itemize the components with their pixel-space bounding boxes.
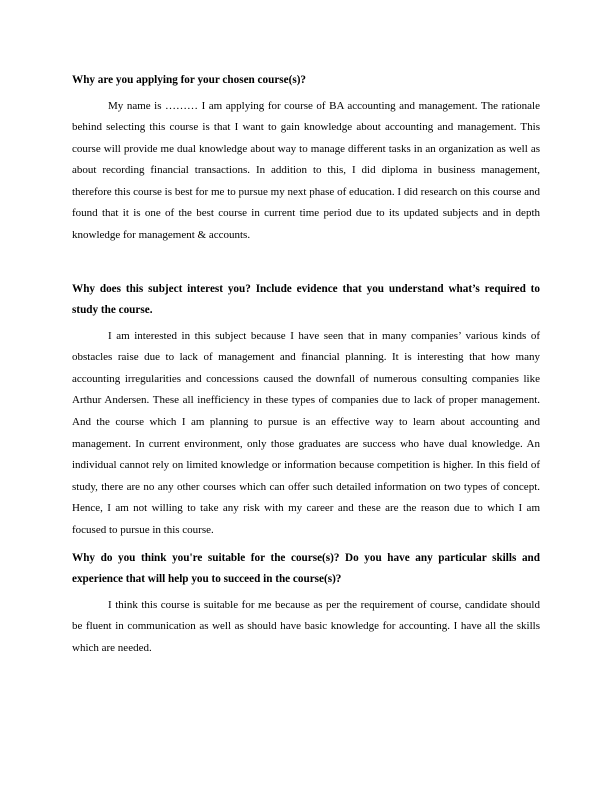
question-1-answer: My name is ……… I am applying for course of BA accounting and management. The rationale behind selecting this course is that I want to gain knowledge about accounting and management. This course will provide me dual knowledge about way to manage different tasks in an organization as well as about recording financial transactions. In addition to this, I did diploma in business management, therefore this course is best for me to pursue my next phase of education. I did research on this course and found that it is one of the best course in current time period due to its updated subjects and in depth knowledge for management & accounts. [72,99,540,242]
question-3-heading: Why do you think you're suitable for the course(s)? Do you have any particular skills and experience that will help you to succeed in the course(s)? [72,551,540,586]
question-2-answer: I am interested in this subject because I have seen that in many companies’ various kinds of obstacles raise due to lack of management and financial planning. It is interesting that how many accounting irregularities and concessions caused the downfall of numerous consulting companies like Arthur Andersen. These all inefficiency in these types of companies due to lack of proper management. And the course which I am planning to pursue is an effective way to learn about accounting and management. In current environment, only those graduates are success who have dual knowledge. An individual cannot rely on limited knowledge or information because competition is higher. In this field of study, there are no any other courses which can offer such detailed information on two types of concept. Hence, I am not willing to take any risk with my career and these are the reason due to which I am focused to pursue in this course. [72,329,540,536]
document-page [72,70,540,659]
question-3-answer: I think this course is suitable for me because as per the requirement of course, candidate should be fluent in communication as well as should have basic knowledge for accounting. I have all the skills which are needed. [72,598,540,654]
question-2-heading: Why does this subject interest you? Include evidence that you understand what’s required to study the course. [72,282,540,317]
question-1-heading: Why are you applying for your chosen course(s)? [72,74,307,86]
